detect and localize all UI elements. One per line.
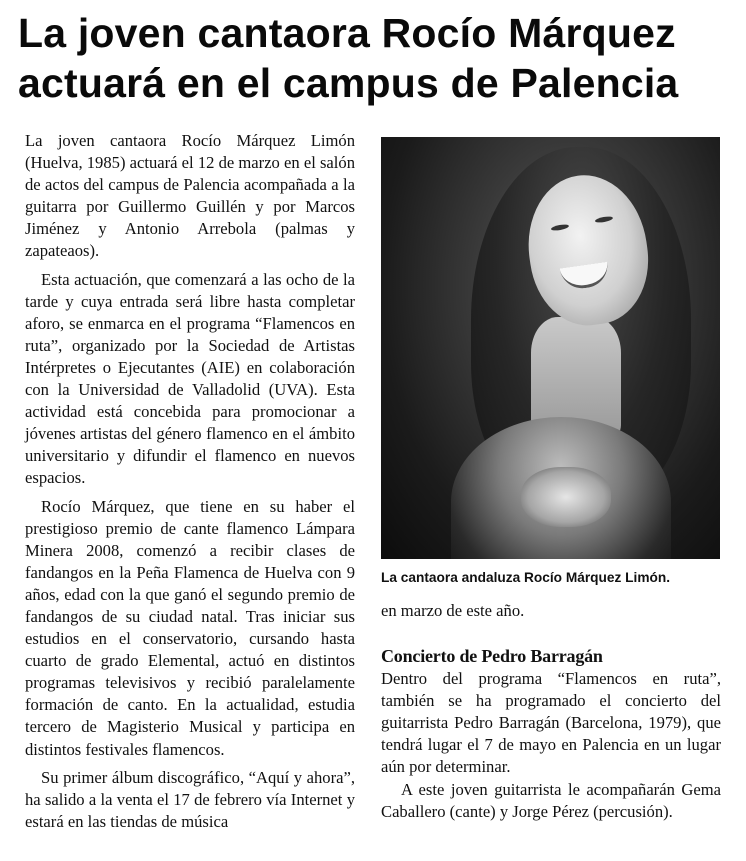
- photo-caption: La cantaora andaluza Rocío Márquez Limón.: [381, 570, 671, 585]
- body-paragraph: La joven cantaora Rocío Márquez Limón (Huelva, 1985) actuará el 12 de marzo en el salón de actos del campus de Palencia acompañada a la guitarra por Guillermo Guillén y por Marcos Jiménez y Antonio Arrebola (palmas y zapateaos).: [25, 131, 355, 261]
- body-paragraph: A este joven guitarrista le acompañarán Gema Caballero (cante) y Jorge Pérez (percusión).: [381, 779, 721, 821]
- right-column: [381, 600, 721, 823]
- body-paragraph: Dentro del programa “Flamencos en ruta”, también se ha programado el concierto del guitarrista Pedro Barragán (Barcelona, 1979), que tendrá lugar el 7 de mayo en Palencia en un lugar aún por determinar.: [381, 669, 721, 777]
- photo-hands-shape: [521, 467, 611, 527]
- section-subhead: Concierto de Pedro Barragán: [381, 646, 603, 667]
- headline-line-1: La joven cantaora Rocío Márquez: [18, 10, 676, 56]
- headline-line-2: actuará en el campus de Palencia: [18, 60, 679, 106]
- body-paragraph: Rocío Márquez, que tiene en su haber el prestigioso premio de cante flamenco Lámpara Minera 2008, comenzó a recibir clases de fandangos en la Peña Flamenca de Huelva con 9 años, edad con la que ganó el segundo premio de fandangos de su ciudad natal. Tras iniciar sus estudios en el conservatorio, cursando hasta cuarto de grado Elemental, actuó en distintos programas televisivos y recibió paralelamente formación de canto. En la actualidad, estudia tercero de Magisterio Musical y participa en distintos festivales flamencos.: [25, 496, 355, 759]
- continuation-text: en marzo de este año.: [381, 601, 525, 620]
- body-paragraph: Esta actuación, que comenzará a las ocho de la tarde y cuya entrada será libre hasta completar aforo, se enmarca en el programa “Flamencos en ruta”, organizado por la Sociedad de Artistas Intérpretes o Ejecutantes (AIE) en colaboración con la Universidad de Valladolid (UVA). Esta actividad está concebida para promocionar a jóvenes artistas del género flamenco en el ámbito universitario y difundir el flamenco en nuevos espacios.: [25, 269, 355, 488]
- body-paragraph: Su primer álbum discográfico, “Aquí y ahora”, ha salido a la venta el 17 de febrero vía Internet y estará en las tiendas de música: [25, 767, 355, 831]
- singer-photo: [381, 137, 720, 559]
- left-column: [25, 130, 355, 839]
- article-headline: [18, 8, 738, 108]
